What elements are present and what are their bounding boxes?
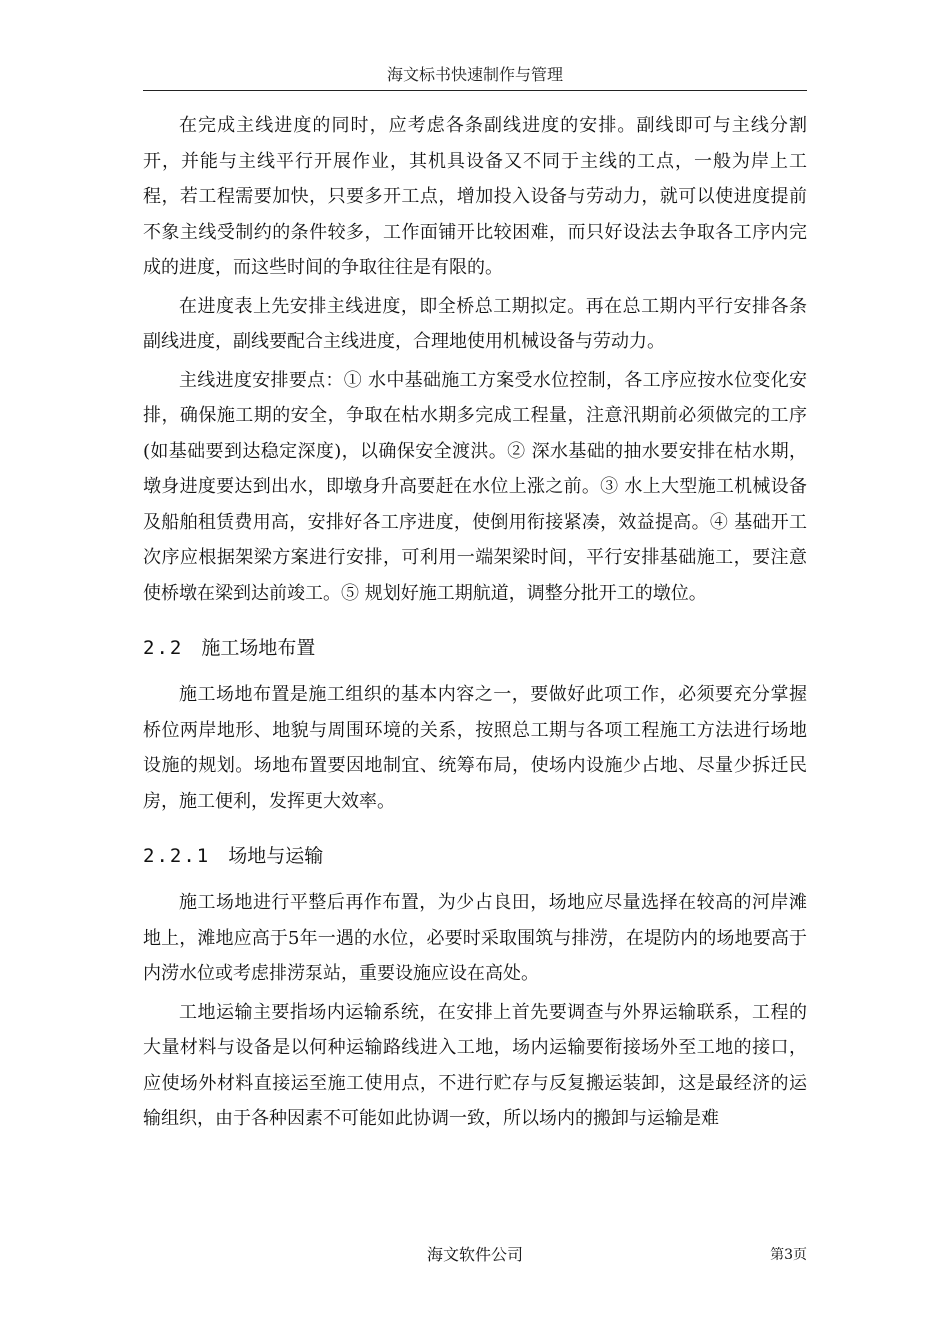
paragraph-site-transport: 工地运输主要指场内运输系统，在安排上首先要调查与外界运输联系，工程的大量材料与设备是以何种运输路线进入工地，场内运输要衔接场外至工地的接口，应使场外材料直接运至施工使用点，不进行贮存与反复搬运装卸，这是最经济的运输组织，由于各种因素不可能如此协调一致，所以场内的搬卸与运输是难	[143, 1001, 807, 1129]
paragraph-site-leveling: 施工场地进行平整后再作布置，为少占良田，场地应尽量选择在较高的河岸滩地上，滩地应高于5年一遇的水位，必要时采取围筑与排涝，在堤防内的场地要高于内涝水位或考虑排涝泵站，重要设施应设在高处。	[143, 892, 807, 984]
page-header	[143, 64, 807, 91]
page-footer	[143, 1240, 807, 1270]
page-number: 第3页	[770, 1247, 807, 1263]
document-body	[143, 108, 807, 1140]
section-heading-2-2-1	[143, 841, 807, 871]
section-title: 施工场地布置	[201, 637, 316, 659]
paragraph-main-line-key-points: 主线进度安排要点：① 水中基础施工方案受水位控制，各工序应按水位变化安排，确保施工期的安全，争取在枯水期多完成工程量，注意汛期前必须做完的工序(如基础要到达稳定深度)，以确保安全渡洪。② 深水基础的抽水要安排在枯水期，墩身进度要达到出水，即墩身升高要赶在水位上涨之前。③ 水上大型施工机械设备及船舶租赁费用高，安排好各工序进度，使倒用衔接紧凑，效益提高。④ 基础开工次序应根据架梁方案进行安排，可利用一端架梁时间，平行安排基础施工，要注意使桥墩在梁到达前竣工。⑤ 规划好施工期航道，调整分批开工的墩位。	[143, 369, 807, 604]
paragraph-site-layout: 施工场地布置是施工组织的基本内容之一，要做好此项工作，必须要充分掌握桥位两岸地形、地貌与周围环境的关系，按照总工期与各项工程施工方法进行场地设施的规划。场地布置要因地制宜、统筹布局，使场内设施少占地、尽量少拆迁民房，施工便利，发挥更大效率。	[143, 684, 807, 812]
section-heading-2-2	[143, 633, 807, 663]
paragraph-branch-line-progress: 在完成主线进度的同时，应考虑各条副线进度的安排。副线即可与主线分割开，并能与主线平行开展作业，其机具设备又不同于主线的工点，一般为岸上工程，若工程需要加快，只要多开工点，增加投入设备与劳动力，就可以使进度提前不象主线受制约的条件较多，工作面铺开比较困难，而只好设法去争取各工序内完成的进度，而这些时间的争取往往是有限的。	[143, 115, 807, 278]
footer-company: 海文软件公司	[426, 1245, 523, 1264]
section-number: 2.2.1	[143, 845, 211, 867]
section-number: 2.2	[143, 637, 184, 659]
section-title: 场地与运输	[228, 845, 324, 867]
paragraph-schedule-main-line: 在进度表上先安排主线进度，即全桥总工期拟定。再在总工期内平行安排各条副线进度，副线要配合主线进度，合理地使用机械设备与劳动力。	[143, 295, 807, 352]
header-title: 海文标书快速制作与管理	[386, 65, 563, 84]
